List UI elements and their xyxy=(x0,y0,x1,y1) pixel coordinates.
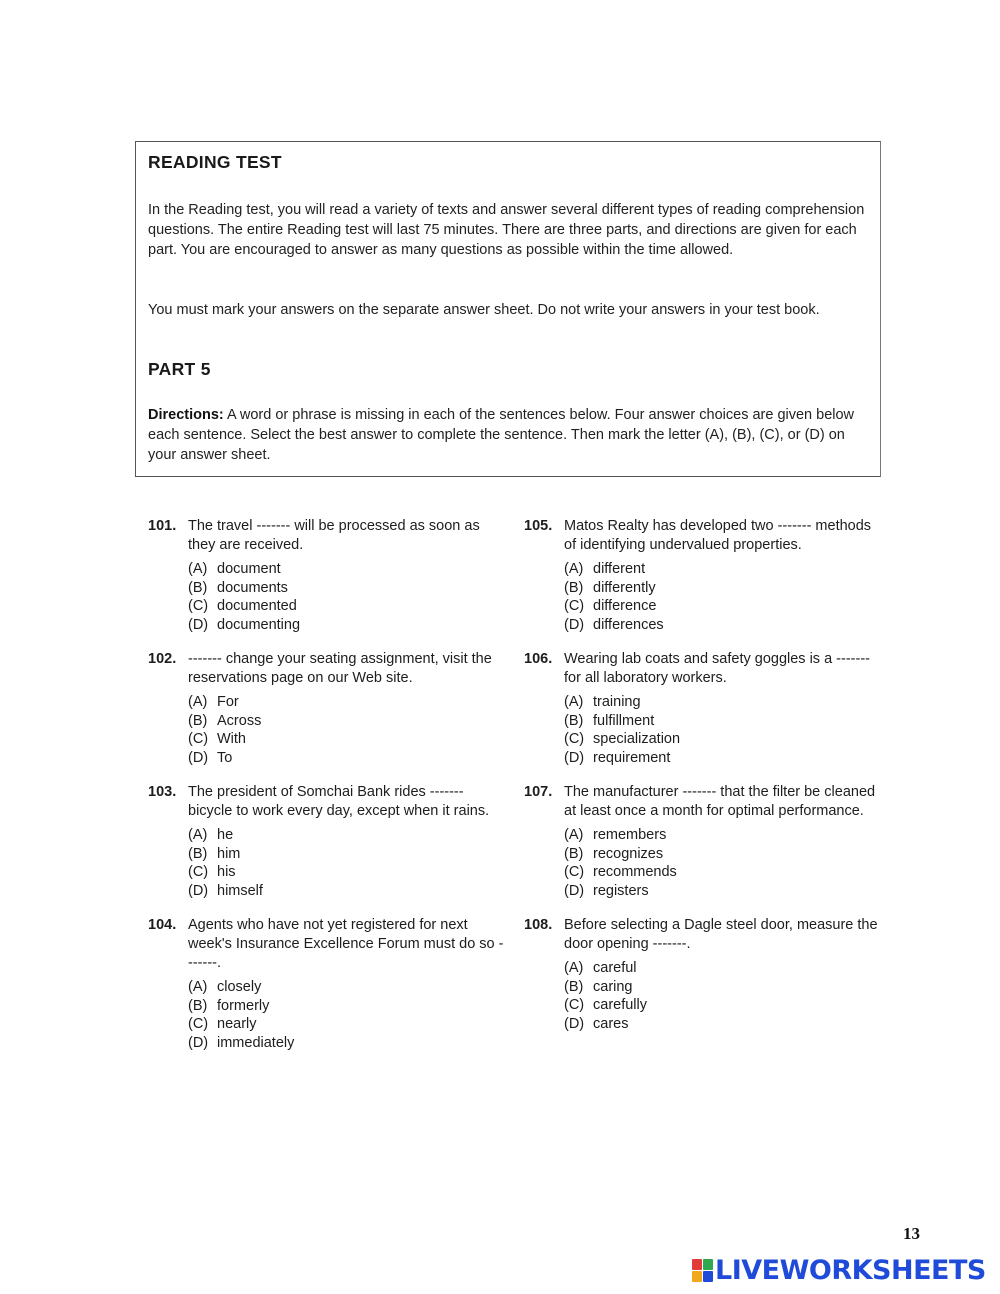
answer-option[interactable]: (B) Across xyxy=(188,712,262,729)
answer-option[interactable]: (C) recommends xyxy=(564,864,677,880)
answer-options xyxy=(188,978,508,1052)
answer-options xyxy=(188,693,508,767)
question-108 xyxy=(524,916,884,1033)
intro-paragraph: In the Reading test, you will read a variety of texts and answer several different types of reading comprehension questions. The entire Reading test will last 75 minutes. There are three parts, and directions are given for each part. You are encouraged to answer as many questions as possible within the time allowed. xyxy=(148,202,865,258)
answer-option[interactable]: (A) closely xyxy=(188,979,262,995)
logo-tile xyxy=(703,1271,713,1282)
question-number: 105. xyxy=(524,518,553,534)
answer-option[interactable]: (C) With xyxy=(188,731,246,747)
answer-option[interactable]: (B) documents xyxy=(188,579,288,596)
page-number: 13 xyxy=(903,1224,920,1243)
question-106 xyxy=(524,650,884,767)
answer-option[interactable]: (A) remembers xyxy=(564,827,667,843)
answer-option[interactable]: (A) different xyxy=(564,561,646,577)
answer-option[interactable]: (B) formerly xyxy=(188,997,270,1014)
question-text: ------- change your seating assignment, visit the reservations page on our Web site. xyxy=(188,651,492,686)
question-text: Matos Realty has developed two ------- methods of identifying undervalued properties. xyxy=(564,518,872,553)
answer-option[interactable]: (B) recognizes xyxy=(564,845,664,862)
answer-option[interactable]: (A) For xyxy=(188,694,239,710)
question-104 xyxy=(148,916,508,1052)
question-number: 106. xyxy=(524,651,553,667)
question-107 xyxy=(524,783,884,900)
brand-text: LIVEWORKSHEETS xyxy=(715,1254,986,1286)
question-number: 104. xyxy=(148,917,177,933)
answer-options xyxy=(564,826,884,900)
question-number: 108. xyxy=(524,917,553,933)
answer-options xyxy=(188,826,508,900)
answer-option[interactable]: (D) To xyxy=(188,749,233,766)
answer-option[interactable]: (C) difference xyxy=(564,598,657,614)
liveworksheets-brand[interactable] xyxy=(692,1254,986,1286)
answer-option[interactable]: (D) documenting xyxy=(188,616,301,633)
logo-tile xyxy=(692,1271,702,1282)
question-102 xyxy=(148,650,508,767)
answer-option[interactable]: (D) immediately xyxy=(188,1034,295,1051)
directions-paragraph xyxy=(148,405,876,465)
answer-options xyxy=(188,560,508,634)
question-text: The manufacturer ------- that the filter be cleaned at least once a month for optimal performance. xyxy=(564,784,876,819)
answer-options xyxy=(564,959,884,1033)
question-number: 107. xyxy=(524,784,553,800)
answer-option[interactable]: (C) carefully xyxy=(564,997,647,1013)
answer-option[interactable]: (D) cares xyxy=(564,1015,629,1032)
question-text: Agents who have not yet registered for next week's Insurance Excellence Forum must do so -------. xyxy=(188,917,504,971)
answer-option[interactable]: (C) documented xyxy=(188,598,297,614)
answer-option[interactable]: (B) differently xyxy=(564,579,656,596)
question-text: Wearing lab coats and safety goggles is a ------- for all laboratory workers. xyxy=(564,651,870,686)
answer-sheet-paragraph: You must mark your answers on the separate answer sheet. Do not write your answers in your test book. xyxy=(148,302,820,318)
questions-column-left xyxy=(148,517,508,1052)
liveworksheets-logo-icon xyxy=(692,1259,712,1281)
answer-option[interactable]: (D) himself xyxy=(188,882,263,899)
questions-column-right xyxy=(524,517,884,1033)
answer-option[interactable]: (C) specialization xyxy=(564,731,681,747)
answer-option[interactable]: (A) training xyxy=(564,694,641,710)
question-105 xyxy=(524,517,884,634)
answer-option[interactable]: (A) document xyxy=(188,561,281,577)
question-number: 101. xyxy=(148,518,177,534)
part-title: PART 5 xyxy=(148,359,211,379)
answer-option[interactable]: (C) his xyxy=(188,864,236,880)
answer-option[interactable]: (B) him xyxy=(188,845,241,862)
question-text: The president of Somchai Bank rides ------- bicycle to work every day, except when it rains. xyxy=(188,784,490,819)
question-103 xyxy=(148,783,508,900)
answer-option[interactable]: (A) careful xyxy=(564,960,637,976)
answer-option[interactable]: (B) fulfillment xyxy=(564,712,655,729)
question-number: 103. xyxy=(148,784,177,800)
question-text: The travel ------- will be processed as soon as they are received. xyxy=(188,518,480,553)
question-101 xyxy=(148,517,508,634)
answer-options xyxy=(564,560,884,634)
answer-option[interactable]: (B) caring xyxy=(564,978,633,995)
directions-text: A word or phrase is missing in each of the sentences below. Four answer choices are given below each sentence. Select the best answer to complete the sentence. Then mark the letter (A), (B), (C), or (D) on your answer sheet. xyxy=(148,407,855,463)
question-text: Before selecting a Dagle steel door, measure the door opening -------. xyxy=(564,917,878,952)
logo-tile xyxy=(703,1259,713,1270)
answer-option[interactable]: (D) differences xyxy=(564,616,664,633)
logo-tile xyxy=(692,1259,702,1270)
answer-option[interactable]: (D) registers xyxy=(564,882,649,899)
answer-option[interactable]: (A) he xyxy=(188,827,234,843)
answer-option[interactable]: (D) requirement xyxy=(564,749,671,766)
answer-options xyxy=(564,693,884,767)
answer-option[interactable]: (C) nearly xyxy=(188,1016,257,1032)
directions-label: Directions: xyxy=(148,407,224,423)
reading-test-title: READING TEST xyxy=(148,152,282,172)
question-number: 102. xyxy=(148,651,177,667)
